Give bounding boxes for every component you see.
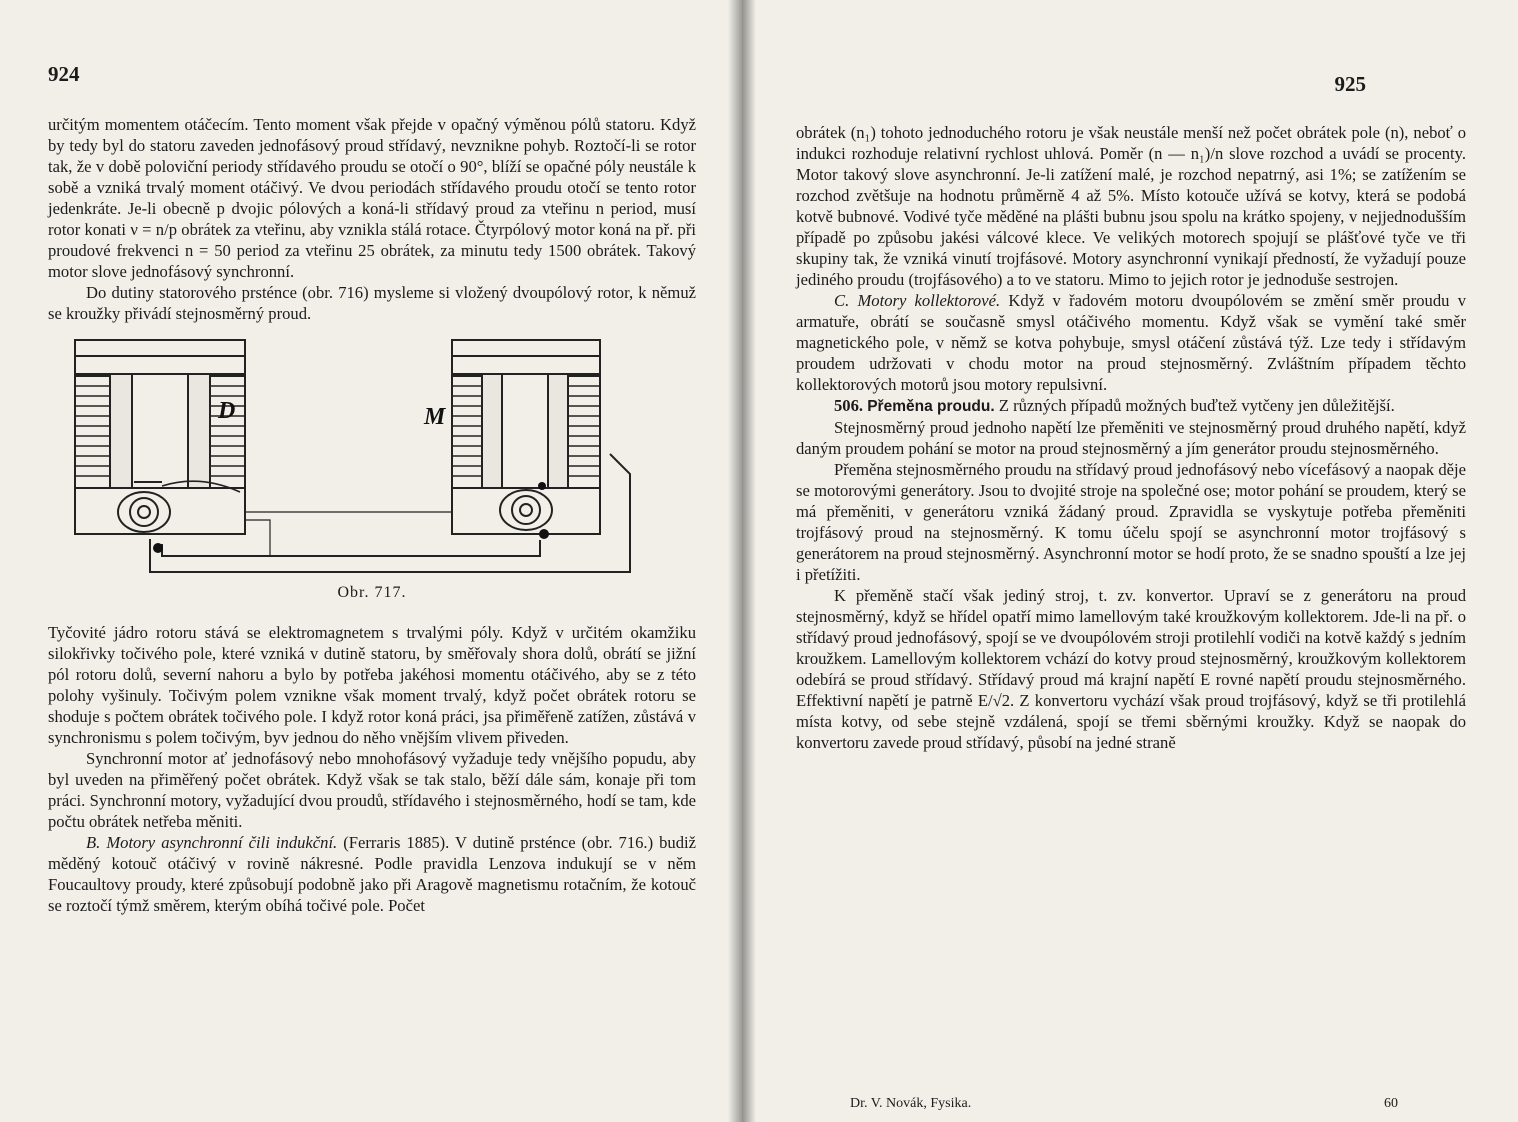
section-506-heading	[796, 395, 1466, 417]
right-paragraph-5: K přeměně stačí však jediný stroj, t. zv. konvertor. Upraví se z generátoru na proud stejnosměrný, když se hřídel opatří mimo lamellovým také kroužkovým kollektorem. Jde-li na př. o střídavý proud jednofásový, spojí se ve dvoupólovém stroji protilehlí vodiči na kotvě každý s jedním kroužkem. Lamellovým kollektorem vchází do kotvy proud stejnosměrný, kroužkovým kollektorem odebírá se proud střídavý. Střídavý proud má krajní napětí E rovné napětí proudu stejnosměrného. Effektivní napětí je patrně E/√2. Z konvertoru vychází však proud trojfásový, když se tři protilehlá místa kotvy, od sebe stejně vzdálená, spojí se třemi sběrnými kroužky. Když se naopak do konvertoru zavede proud střídavý, působí na jedné straně	[796, 586, 1466, 752]
left-paragraph-2: Do dutiny statorového prsténce (obr. 716) mysleme si vložený dvoupólový rotor, k němuž se kroužky přivádí stejnosměrný proud.	[48, 283, 696, 323]
section-number: 506.	[834, 396, 864, 415]
left-page	[0, 0, 742, 1122]
left-gutter-shadow	[728, 0, 742, 1122]
left-paragraph-5-body: (Ferraris 1885). V dutině prsténce (obr. 716.) budiž měděný kotouč otáčivý v rovině nákresné. Podle pravidla Lenzova indukují se v něm Foucaultovy proudy, které způsobují podobně jako při Aragově magnetismu rotačním, že kotouč se roztočí týmž směrem, kterým obíhá točivé pole. Počet	[48, 833, 697, 915]
left-paragraph-3: Tyčovité jádro rotoru stává se elektromagnetem s trvalými póly. Když v určitém okamžiku silokřivky točivého pole, které vzniká v dutině statoru, by směřovaly shora dolů, obrátí se jižní pól rotoru dolů, severní nahoru a bylo by potřeba jakéhosi momentu otáčivého, aby se z této polohy vyšinuly. Točivým polem vznikne však moment trvalý, když počet obrátek rotoru se shoduje s počtem obrátek točivého pole. I když rotor koná práci, jsa přiměřeně zatížen, zůstává v synchronismu s polem točivým, byv jednou do něho vnějším vlivem přiveden.	[48, 623, 696, 747]
left-paragraph-1: určitým momentem otáčecím. Tento moment však přejde v opačný výměnou pólů statoru. Když by tedy byl do statoru zaveden jednofásový proud střídavý, nevznikne pohyb. Roztočí-li se rotor tak, že v době poloviční periody střídavého proudu se otočí o 90°, blíží se opačné póly neustále k sobě a vzniká trvalý moment otáčivý. Ve dvou periodách střídavého proudu otočí se tento rotor jedenkráte. Je-li obecně p dvojic pólových a koná-li střídavý proud za vteřinu n period, musí rotor konati ν = n/p obrátek za vteřinu, aby vznikla stálá rotace. Čtyrpólový motor koná na př. při proudové frekvenci n = 50 period za vteřinu 25 obrátek, za minutu tedy 1500 obrátek. Takový motor slove jednofásový synchronní.	[48, 115, 696, 281]
left-text-block-top	[48, 114, 696, 324]
right-page	[742, 0, 1518, 1122]
section-intro: Z různých případů možných buďtež vytčeny jen důležitější.	[998, 396, 1395, 415]
figure-label-d: D	[218, 398, 236, 424]
right-paragraph-3: Stejnosměrný proud jednoho napětí lze přeměniti ve stejnosměrný proud druhého napětí, když daným proudem pohání se motor na proud stejnosměrný a jím generátor proudu stejnosměrného.	[796, 418, 1466, 458]
footer-author: Dr. V. Novák, Fysika.	[850, 1096, 972, 1111]
right-gutter-shadow	[742, 0, 756, 1122]
figure-caption: Obr. 717.	[337, 584, 407, 601]
page-footer	[796, 1096, 1398, 1112]
left-paragraph-4: Synchronní motor ať jednofásový nebo mnohofásový vyžaduje tedy vnějšího popudu, aby byl uveden na přiměřený počet obrátek. Když však se tak stalo, běží dále sám, konaje při tom práci. Synchronní motory, vyžadující dvou proudů, střídavého i stejnosměrného, hodí se tam, kde počtu obrátek netřeba měniti.	[48, 749, 696, 831]
right-paragraph-2-body: Když v řadovém motoru dvoupólovém se změní směr proudu v armatuře, obrátí se současně smysl otáčivého momentu. Když však se vymění také směr magnetického pole, v němž se kotva pohybuje, smysl otáčení zůstává týž. Lze tedy i střídavým proudem udržovati v chodu motor na proud stejnosměrný. Zvláštním případem těchto kollektorových motorů jsou motory repulsivní.	[796, 291, 1466, 394]
footer-signature: 60	[1384, 1096, 1398, 1111]
left-text-block-bottom	[48, 622, 696, 916]
subsection-heading-c: C. Motory kollektorové.	[834, 291, 1001, 310]
page-number-left: 924	[48, 62, 80, 86]
page-number-right: 925	[1334, 72, 1366, 96]
dynamo-motor-diagram	[70, 334, 660, 584]
right-paragraph-4: Přeměna stejnosměrného proudu na střídavý proud jednofásový nebo vícefásový a naopak děje se motorovými generátory. Jsou to dvojité stroje na společné ose; motor pohání se proudem, který se má přeměniti, v generátoru vzniká žádaný proud. Zpravidla se vyskytuje potřeba přeměniti trojfásový proud na stejnosměrný. K tomu účelu spojí se asynchronní motor trojfásový s generátorem na proud stejnosměrný. Asynchronní motor se hodí proto, že se snadno spouští a lze jej i přetížiti.	[796, 460, 1466, 584]
left-paragraph-5	[48, 832, 696, 916]
right-paragraph-1: obrátek (n₁) tohoto jednoduchého rotoru je však neustále menší než počet obrátek pole (n), neboť o indukci rozhoduje relativní rychlost uhlová. Poměr (n — n₁)/n slove rozchod a uvádí se procenty. Motor takový slove asynchronní. Je-li zatížení malé, je rozchod nepatrný, asi 1%; se zatížením se rozchod zvětšuje na hodnotu průměrně 4 až 5%. Místo kotouče užívá se kotvy, která se podobá kotvě bubnové. Vodivé tyče měděné na plášti bubnu jsou spolu na krátko spojeny, v nejjednodušším případě po způsobu jakési válcové klece. Ve velikých motorech spojují se plášťové tyče ve tři skupiny tak, že vzniká vinutí trojfásové. Motory asynchronní vynikají předností, že vyžadují pouze jediného proudu (trojfásového) a to ve statoru. Mimo to jejich rotor je jednoduše sestrojen.	[796, 123, 1466, 289]
right-text-block	[796, 122, 1466, 753]
section-title: Přeměna proudu.	[867, 398, 995, 415]
figure-717	[70, 334, 660, 584]
right-paragraph-2	[796, 290, 1466, 395]
subsection-heading-b: B. Motory asynchronní čili indukční.	[86, 833, 338, 852]
figure-label-m: M	[424, 404, 446, 430]
